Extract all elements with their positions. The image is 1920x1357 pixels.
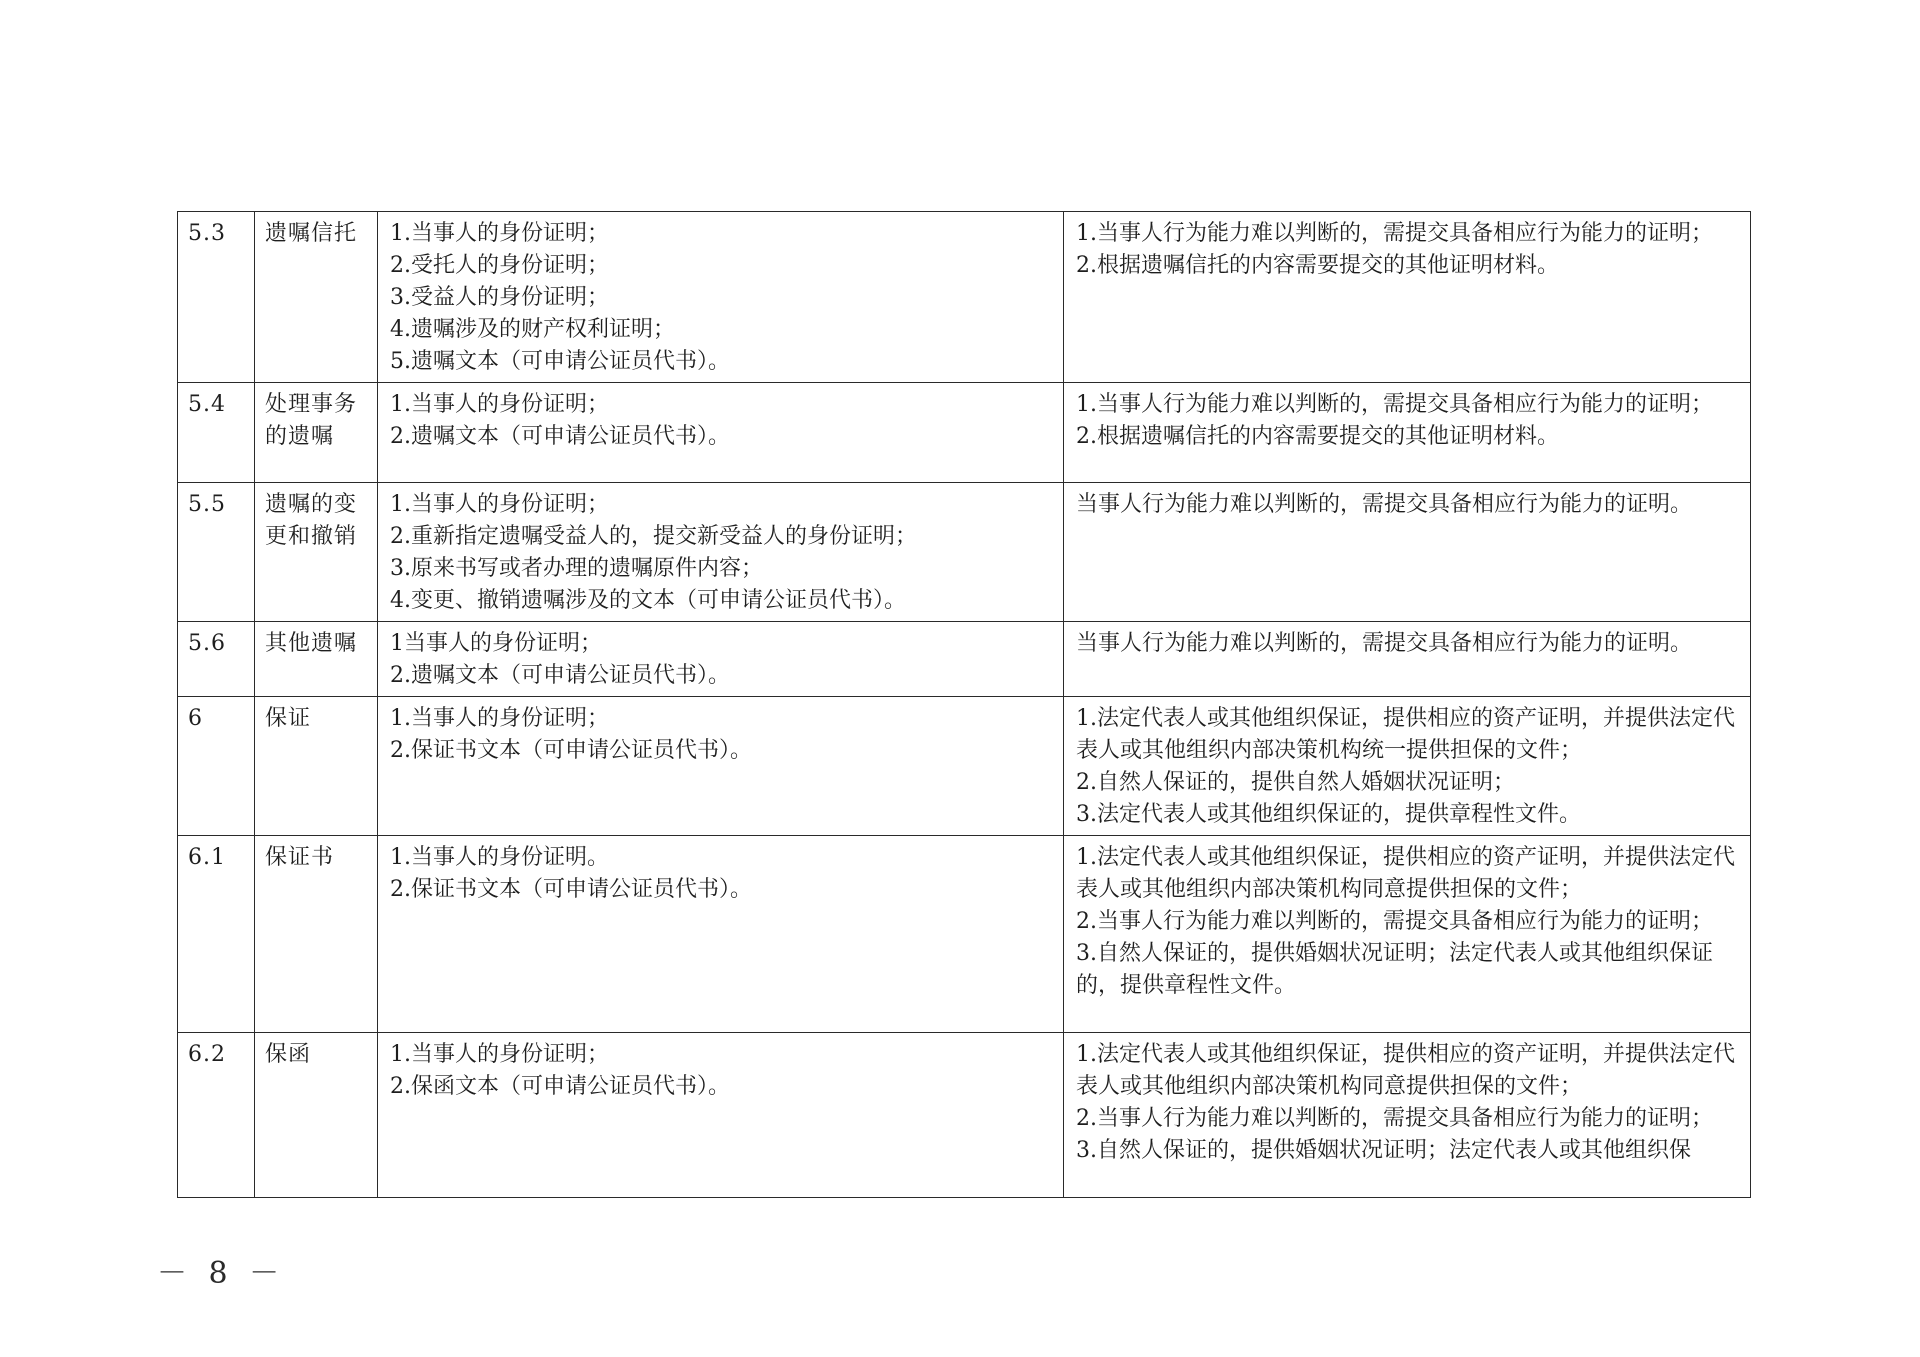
additional-materials bbox=[1064, 383, 1751, 483]
document-line: 4.遗嘱涉及的财产权利证明； bbox=[390, 317, 675, 342]
material-line: 1.法定代表人或其他组织保证，提供相应的资产证明，并提供法定代表人或其他组织内部决策机构同意提供担保的文件； bbox=[1076, 1042, 1735, 1099]
item-name: 遗嘱的变更和撤销 bbox=[255, 483, 378, 622]
item-name: 处理事务的遗嘱 bbox=[255, 383, 378, 483]
material-line: 2.根据遗嘱信托的内容需要提交的其他证明材料。 bbox=[1076, 424, 1559, 449]
material-line: 当事人行为能力难以判断的，需提交具备相应行为能力的证明。 bbox=[1076, 492, 1693, 517]
document-line: 2.保证书文本（可申请公证员代书）。 bbox=[390, 877, 752, 902]
document-line: 1.当事人的身份证明； bbox=[390, 706, 609, 731]
material-line: 当事人行为能力难以判断的，需提交具备相应行为能力的证明。 bbox=[1076, 631, 1693, 656]
document-line: 2.遗嘱文本（可申请公证员代书）。 bbox=[390, 663, 730, 688]
document-line: 2.保证书文本（可申请公证员代书）。 bbox=[390, 738, 752, 763]
document-line: 4.变更、撤销遗嘱涉及的文本（可申请公证员代书）。 bbox=[390, 588, 906, 613]
document-line: 1.当事人的身份证明； bbox=[390, 492, 609, 517]
requirements-table bbox=[177, 211, 1751, 1198]
material-line: 3.自然人保证的，提供婚姻状况证明；法定代表人或其他组织保证的，提供章程性文件。 bbox=[1076, 941, 1713, 998]
required-documents bbox=[378, 1033, 1064, 1198]
item-name: 保函 bbox=[255, 1033, 378, 1198]
document-line: 5.遗嘱文本（可申请公证员代书）。 bbox=[390, 349, 730, 374]
material-line: 3.自然人保证的，提供婚姻状况证明；法定代表人或其他组织保 bbox=[1076, 1138, 1691, 1163]
required-documents bbox=[378, 483, 1064, 622]
row-number: 6.1 bbox=[178, 836, 255, 1033]
table-row bbox=[178, 836, 1751, 1033]
material-line: 2.当事人行为能力难以判断的，需提交具备相应行为能力的证明； bbox=[1076, 909, 1713, 934]
item-name: 保证书 bbox=[255, 836, 378, 1033]
material-line: 1.法定代表人或其他组织保证，提供相应的资产证明，并提供法定代表人或其他组织内部决策机构同意提供担保的文件； bbox=[1076, 845, 1735, 902]
document-line: 3.受益人的身份证明； bbox=[390, 285, 609, 310]
row-number: 6.2 bbox=[178, 1033, 255, 1198]
row-number: 5.3 bbox=[178, 212, 255, 383]
required-documents bbox=[378, 383, 1064, 483]
row-number: 5.5 bbox=[178, 483, 255, 622]
row-number: 5.6 bbox=[178, 622, 255, 697]
material-line: 2.当事人行为能力难以判断的，需提交具备相应行为能力的证明； bbox=[1076, 1106, 1713, 1131]
additional-materials bbox=[1064, 212, 1751, 383]
material-line: 2.根据遗嘱信托的内容需要提交的其他证明材料。 bbox=[1076, 253, 1559, 278]
document-line: 3.原来书写或者办理的遗嘱原件内容； bbox=[390, 556, 763, 581]
material-line: 2.自然人保证的，提供自然人婚姻状况证明； bbox=[1076, 770, 1515, 795]
additional-materials bbox=[1064, 483, 1751, 622]
material-line: 1.当事人行为能力难以判断的，需提交具备相应行为能力的证明； bbox=[1076, 392, 1713, 417]
document-line: 2.遗嘱文本（可申请公证员代书）。 bbox=[390, 424, 730, 449]
additional-materials bbox=[1064, 622, 1751, 697]
document-line: 1.当事人的身份证明； bbox=[390, 221, 609, 246]
document-line: 1.当事人的身份证明； bbox=[390, 392, 609, 417]
required-documents bbox=[378, 622, 1064, 697]
table-row bbox=[178, 697, 1751, 836]
table-row bbox=[178, 383, 1751, 483]
table-row bbox=[178, 483, 1751, 622]
document-line: 2.保函文本（可申请公证员代书）。 bbox=[390, 1074, 730, 1099]
document-line: 1.当事人的身份证明。 bbox=[390, 845, 609, 870]
item-name: 保证 bbox=[255, 697, 378, 836]
additional-materials bbox=[1064, 1033, 1751, 1198]
additional-materials bbox=[1064, 836, 1751, 1033]
material-line: 1.当事人行为能力难以判断的，需提交具备相应行为能力的证明； bbox=[1076, 221, 1713, 246]
document-line: 1当事人的身份证明； bbox=[390, 631, 602, 656]
item-name: 其他遗嘱 bbox=[255, 622, 378, 697]
page-number: － 8 － bbox=[157, 1256, 286, 1291]
material-line: 3.法定代表人或其他组织保证的，提供章程性文件。 bbox=[1076, 802, 1581, 827]
row-number: 6 bbox=[178, 697, 255, 836]
required-documents bbox=[378, 212, 1064, 383]
item-name: 遗嘱信托 bbox=[255, 212, 378, 383]
table-row bbox=[178, 212, 1751, 383]
row-number: 5.4 bbox=[178, 383, 255, 483]
table-row bbox=[178, 622, 1751, 697]
material-line: 1.法定代表人或其他组织保证，提供相应的资产证明，并提供法定代表人或其他组织内部决策机构统一提供担保的文件； bbox=[1076, 706, 1735, 763]
required-documents bbox=[378, 697, 1064, 836]
additional-materials bbox=[1064, 697, 1751, 836]
document-line: 1.当事人的身份证明； bbox=[390, 1042, 609, 1067]
document-line: 2.重新指定遗嘱受益人的，提交新受益人的身份证明； bbox=[390, 524, 917, 549]
document-line: 2.受托人的身份证明； bbox=[390, 253, 609, 278]
table-row bbox=[178, 1033, 1751, 1198]
required-documents bbox=[378, 836, 1064, 1033]
